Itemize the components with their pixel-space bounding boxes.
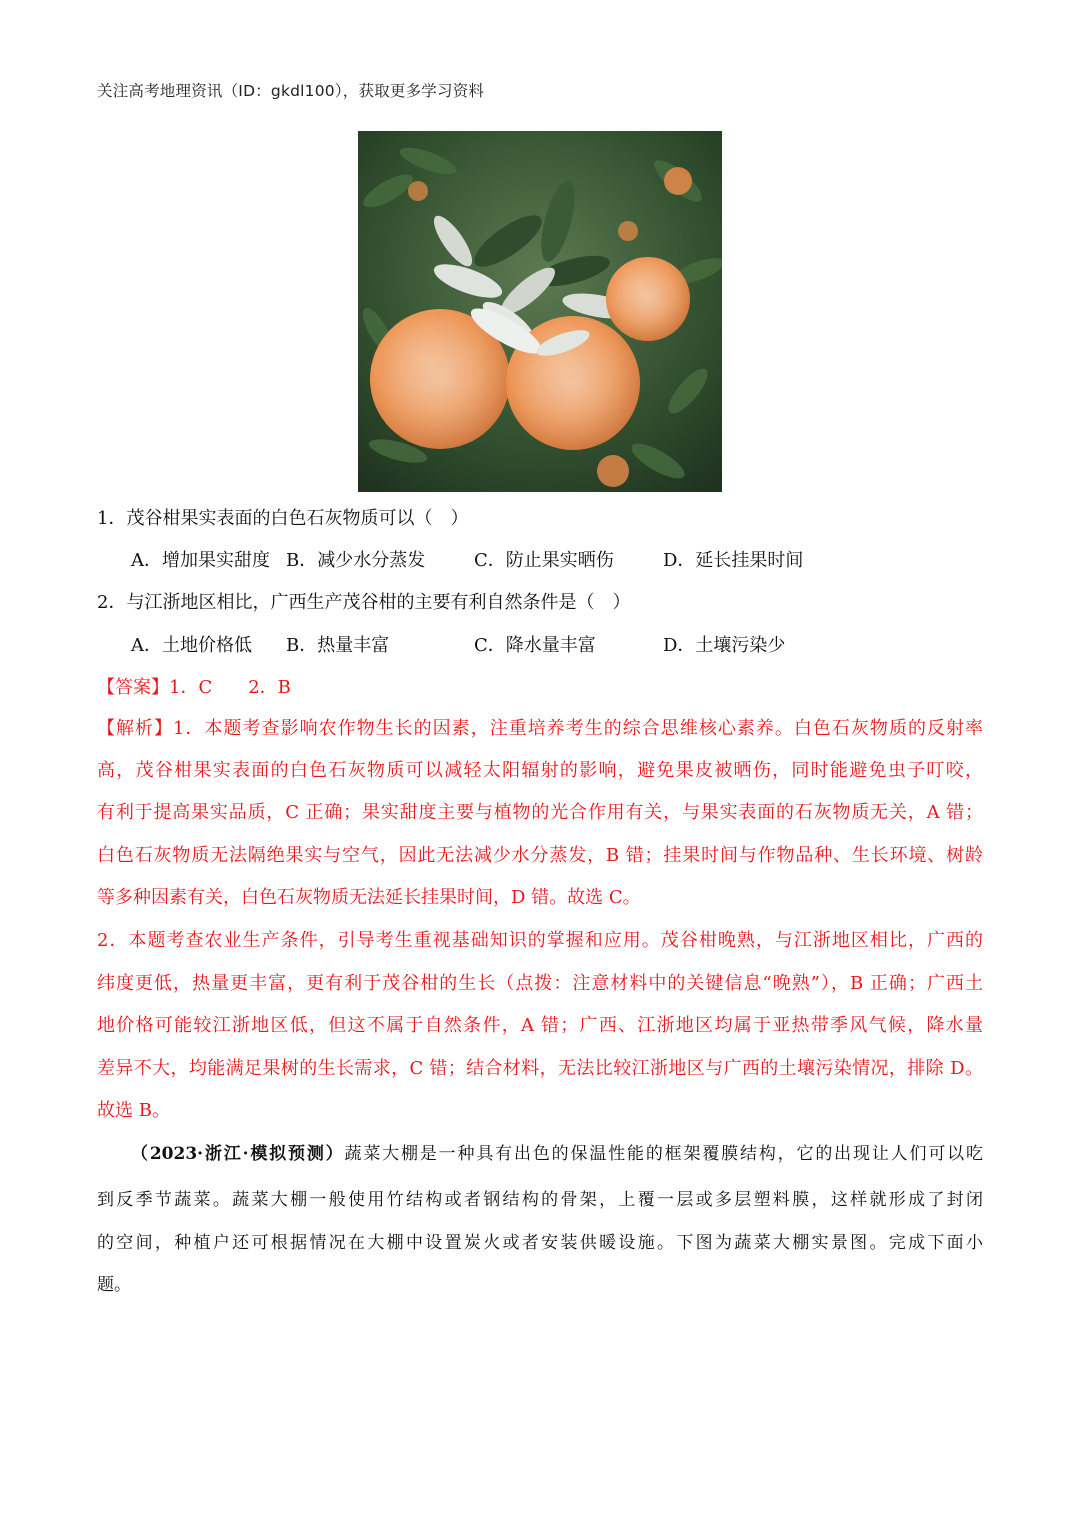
analysis-1-line-4: 白色石灰物质无法隔绝果实与空气，因此无法减少水分蒸发，B 错；挂果时间与作物品种、生长环境、树龄: [97, 845, 983, 866]
orange-photo: [358, 131, 722, 492]
answer-line: 【答案】1．C 2．B: [97, 677, 291, 698]
analysis-2-line-2: 纬度更低，热量更丰富，更有利于茂谷柑的生长（点拨：注意材料中的关键信息“晚熟”），B 正确；广西土: [97, 973, 983, 994]
analysis-1-line-3: 有利于提高果实品质，C 正确；果实甜度主要与植物的光合作用有关，与果实表面的石灰物质无关，A 错；: [97, 802, 983, 823]
analysis-2-line-4: 差异不大，均能满足果树的生长需求，C 错；结合材料，无法比较江浙地区与广西的土壤污染情况，排除 D。: [97, 1058, 983, 1079]
analysis-2-line-3: 地价格可能较江浙地区低，但这不属于自然条件，A 错；广西、江浙地区均属于亚热带季风气候，降水量: [97, 1015, 983, 1036]
question-2-option-a: A．土地价格低: [131, 635, 252, 656]
question-1-stem: 1．茂谷柑果实表面的白色石灰物质可以（ ）: [97, 508, 469, 529]
analysis-1-line-1: 【解析】1．本题考查影响农作物生长的因素，注重培养考生的综合思维核心素养。白色石灰物质的反射率: [97, 718, 983, 739]
material-source: （2023·浙江·模拟预测）: [131, 1144, 345, 1164]
material-line-1: [131, 1133, 983, 1175]
material-line-2: 到反季节蔬菜。蔬菜大棚一般使用竹结构或者钢结构的骨架，上覆一层或多层塑料膜，这样就形成了封闭: [97, 1190, 983, 1210]
question-2-stem: 2．与江浙地区相比，广西生产茂谷柑的主要有利自然条件是（ ）: [97, 592, 631, 613]
analysis-1-line-5: 等多种因素有关，白色石灰物质无法延长挂果时间，D 错。故选 C。: [97, 887, 641, 908]
orange-photo-illustration: [358, 131, 722, 492]
analysis-2-line-5: 故选 B。: [97, 1100, 170, 1121]
material-line-1-text: 蔬菜大棚是一种具有出色的保温性能的框架覆膜结构，它的出现让人们可以吃: [344, 1144, 984, 1164]
analysis-1-line-2: 高，茂谷柑果实表面的白色石灰物质可以减轻太阳辐射的影响，避免果皮被晒伤，同时能避免虫子叮咬，: [97, 760, 983, 781]
page-header: 关注高考地理资讯（ID：gkdl100），获取更多学习资料: [97, 82, 485, 100]
question-1-option-a: A．增加果实甜度: [131, 550, 270, 571]
question-1-option-d: D．延长挂果时间: [663, 550, 804, 571]
material-line-4: 题。: [97, 1275, 131, 1295]
question-1-option-b: B．减少水分蒸发: [286, 550, 426, 571]
material-line-3: 的空间，种植户还可根据情况在大棚中设置炭火或者安装供暖设施。下图为蔬菜大棚实景图。完成下面小: [97, 1233, 983, 1253]
question-1-option-c: C．防止果实晒伤: [474, 550, 614, 571]
analysis-2-line-1: 2．本题考查农业生产条件，引导考生重视基础知识的掌握和应用。茂谷柑晚熟，与江浙地区相比，广西的: [97, 930, 983, 951]
question-2-option-c: C．降水量丰富: [474, 635, 596, 656]
question-2-option-d: D．土壤污染少: [663, 635, 786, 656]
question-2-option-b: B．热量丰富: [286, 635, 390, 656]
